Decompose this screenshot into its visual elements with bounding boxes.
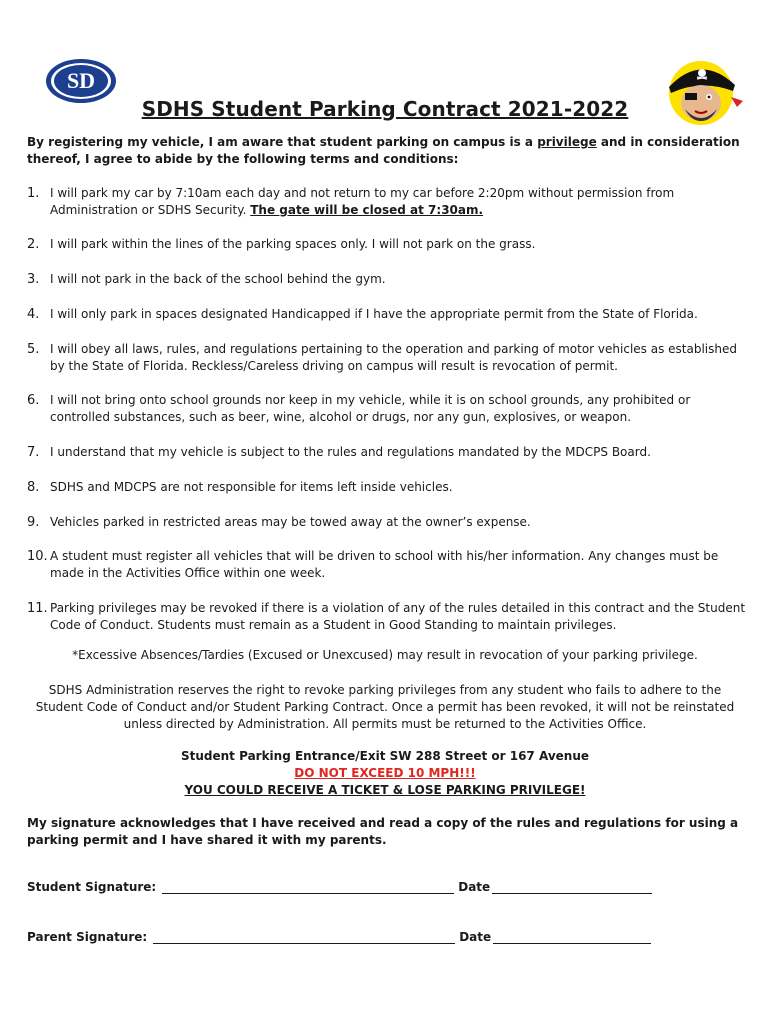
rule-number: 6. bbox=[27, 393, 40, 408]
rule-item bbox=[27, 479, 747, 514]
rule-number: 4. bbox=[27, 307, 40, 322]
rule-number: 9. bbox=[27, 515, 40, 530]
administration-notice: SDHS Administration reserves the right to revoke parking privileges from any student who fails to adhere to the Student Code of Conduct and/or Student Parking Contract. Once a permit has been revoked, it will not be reinstated unless directed by Administration. All permits must be returned to the Activities Office. bbox=[35, 683, 735, 731]
rule-item bbox=[27, 306, 747, 341]
rule-text: I will park my car by 7:10am each day and not return to my car before 2:20pm without permission from Administration or SDHS Security. bbox=[50, 186, 675, 217]
rule-item bbox=[27, 548, 747, 600]
parent-signature-field[interactable] bbox=[153, 931, 455, 944]
rule-text: I will not park in the back of the school behind the gym. bbox=[50, 272, 386, 286]
rule-text: I will obey all laws, rules, and regulations pertaining to the operation and parking of motor vehicles as established by the State of Florida. Reckless/Careless driving on campus will result is revocation of permit. bbox=[50, 342, 737, 373]
entrance-location: Student Parking Entrance/Exit SW 288 Street or 167 Avenue bbox=[180, 749, 590, 763]
parent-signature-row bbox=[27, 930, 651, 944]
rule-text: I understand that my vehicle is subject to the rules and regulations mandated by the MDCPS Board. bbox=[50, 445, 651, 459]
rule-item bbox=[27, 392, 747, 444]
rule-number: 11. bbox=[27, 601, 48, 616]
intro-text-start: By registering my vehicle, I am aware that student parking on campus is a bbox=[27, 135, 538, 149]
rule-number: 2. bbox=[27, 237, 40, 252]
student-date-field[interactable] bbox=[492, 881, 652, 894]
student-signature-row bbox=[27, 880, 652, 894]
school-logo-text: SD bbox=[66, 68, 96, 93]
absences-note: *Excessive Absences/Tardies (Excused or Unexcused) may result in revocation of your parking privilege. bbox=[72, 648, 698, 662]
rules-list bbox=[27, 185, 747, 640]
student-signature-field[interactable] bbox=[162, 881, 454, 894]
intro-paragraph bbox=[27, 134, 747, 168]
rule-text: I will only park in spaces designated Handicapped if I have the appropriate permit from the State of Florida. bbox=[50, 307, 698, 321]
rule-text: Vehicles parked in restricted areas may be towed away at the owner’s expense. bbox=[50, 515, 531, 529]
rule-item bbox=[27, 514, 747, 548]
rule-number: 7. bbox=[27, 445, 40, 460]
rule-item bbox=[27, 341, 747, 392]
parent-date-field[interactable] bbox=[493, 931, 651, 944]
rule-number: 10. bbox=[27, 549, 48, 564]
parent-signature-label: Parent Signature: bbox=[27, 930, 148, 944]
intro-emphasis: privilege bbox=[537, 135, 597, 149]
document-title: SDHS Student Parking Contract 2021-2022 bbox=[141, 97, 629, 121]
rule-text: I will not bring onto school grounds nor keep in my vehicle, while it is on school grounds, any prohibited or controlled substances, such as beer, wine, alcohol or drugs, nor any gun, explosives, or weapon. bbox=[50, 393, 691, 424]
rule-text: SDHS and MDCPS are not responsible for items left inside vehicles. bbox=[50, 480, 453, 494]
speed-limit-warning: DO NOT EXCEED 10 MPH!!! bbox=[294, 766, 476, 780]
student-date-label: Date bbox=[458, 880, 491, 894]
rule-item bbox=[27, 236, 747, 271]
rule-number: 5. bbox=[27, 342, 40, 357]
rule-item bbox=[27, 600, 747, 640]
rule-item bbox=[27, 444, 747, 479]
parking-entrance-notice bbox=[0, 748, 770, 799]
rule-item bbox=[27, 185, 747, 236]
parent-date-label: Date bbox=[459, 930, 492, 944]
rule-text: Parking privileges may be revoked if there is a violation of any of the rules detailed in this contract and the Student Code of Conduct. Students must remain as a Student in Good Standing to maintain privileges. bbox=[50, 601, 746, 632]
rule-number: 3. bbox=[27, 272, 40, 287]
ticket-warning: YOU COULD RECEIVE A TICKET & LOSE PARKING PRIVILEGE! bbox=[184, 783, 586, 797]
rule-item bbox=[27, 271, 747, 306]
acknowledgement-statement: My signature acknowledges that I have received and read a copy of the rules and regulations for using a parking permit and I have shared it with my parents. bbox=[27, 816, 739, 847]
student-signature-label: Student Signature: bbox=[27, 880, 157, 894]
rule-number: 8. bbox=[27, 480, 40, 495]
intro-text-end: and in consideration thereof, I agree to abide by the following terms and conditions: bbox=[27, 135, 740, 166]
rule-emphasis: The gate will be closed at 7:30am. bbox=[250, 203, 484, 217]
rule-text: I will park within the lines of the parking spaces only. I will not park on the grass. bbox=[50, 237, 536, 251]
rule-number: 1. bbox=[27, 186, 40, 201]
rule-text: A student must register all vehicles that will be driven to school with his/her information. Any changes must be made in the Activities Office within one week. bbox=[50, 549, 719, 580]
